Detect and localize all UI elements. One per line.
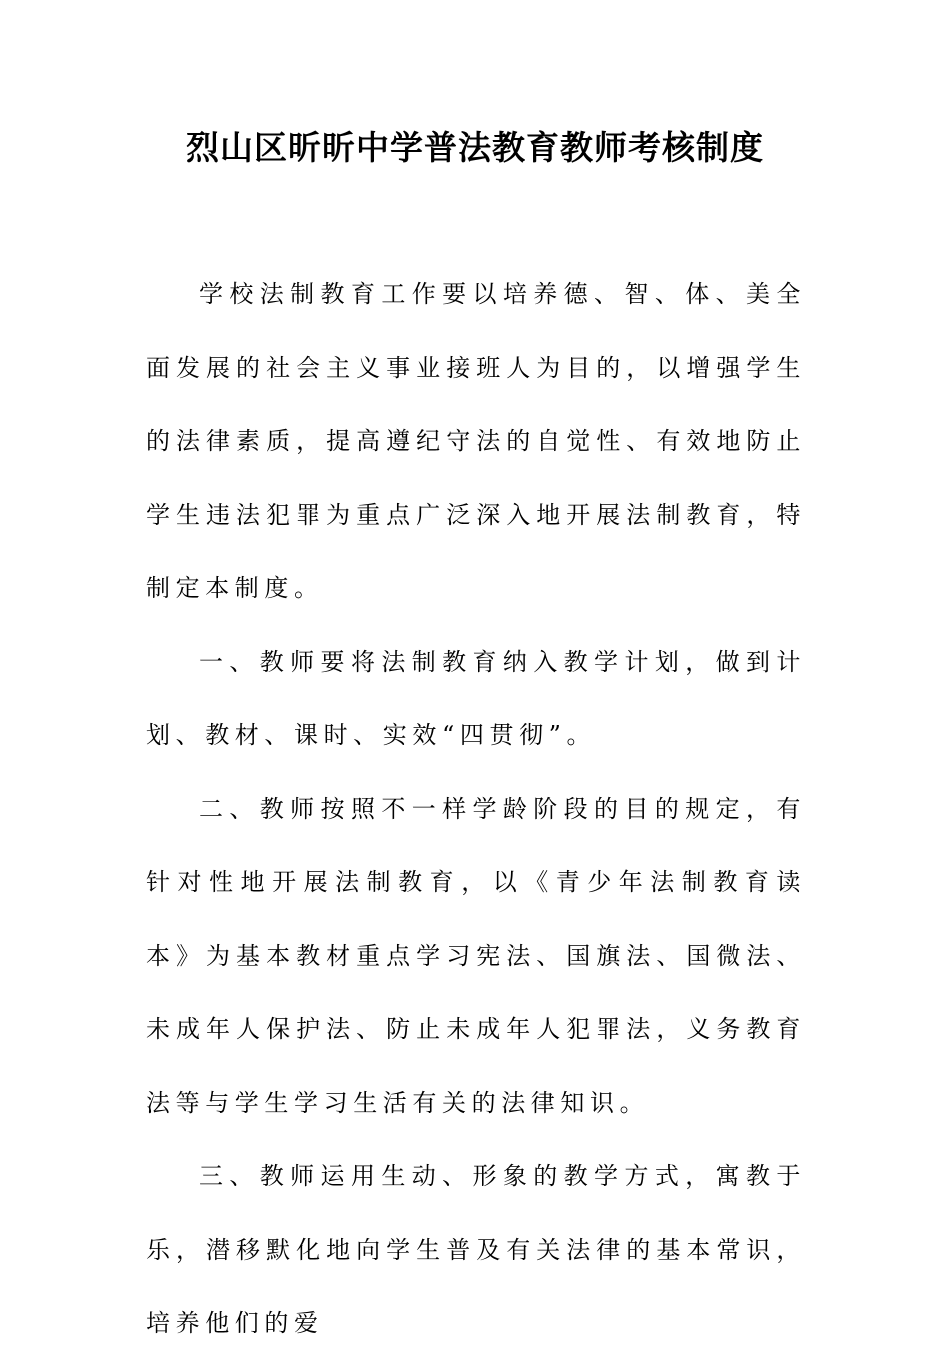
paragraph-item-1: 一、教师要将法制教育纳入教学计划，做到计划、教材、课时、实效“四贯彻”。: [146, 647, 806, 749]
paragraph-item-2: 二、教师按照不一样学龄阶段的目的规定，有针对性地开展法制教育，以《青少年法制教育读本》为基本教材重点学习宪法、国旗法、国微法、未成年人保护法、防止未成年人犯罪法，义务教育法等与学生学习生活有关的法律知识。: [146, 794, 806, 1117]
document-title: 烈山区昕昕中学普法教育教师考核制度: [186, 128, 764, 167]
paragraph-intro: 学校法制教育工作要以培养德、智、体、美全面发展的社会主义事业接班人为目的，以增强学生的法律素质，提高遵纪守法的自觉性、有效地防止学生违法犯罪为重点广泛深入地开展法制教育，特制定本制度。: [146, 280, 806, 602]
document-body: [146, 258, 806, 1361]
paragraph-item-3: 三、教师运用生动、形象的教学方式，寓教于乐，潜移默化地向学生普及有关法律的基本常识，培养他们的爱: [146, 1162, 806, 1337]
